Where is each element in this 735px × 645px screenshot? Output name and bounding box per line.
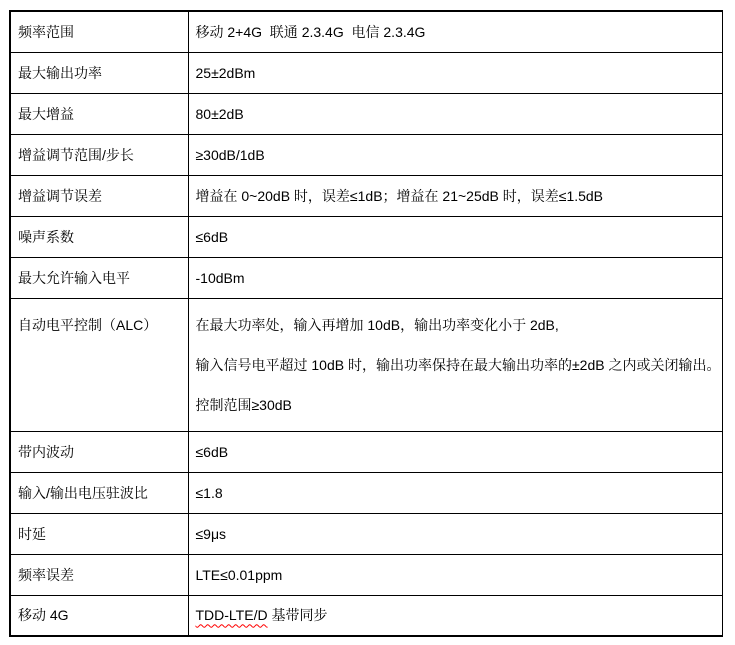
spec-value-line	[196, 605, 718, 625]
spec-label-cell	[10, 298, 188, 431]
spec-label: 增益调节范围/步长	[18, 146, 134, 163]
spec-value-cell	[188, 431, 723, 472]
table-row	[10, 554, 723, 595]
table-row	[10, 513, 723, 554]
spec-label: 增益调节误差	[18, 187, 102, 204]
spec-value-line: 在最大功率处，输入再增加 10dB，输出功率变化小于 2dB,	[195, 316, 559, 333]
spec-label-cell	[10, 93, 188, 134]
spec-label: 频率误差	[18, 566, 74, 583]
spec-label-cell	[10, 472, 188, 513]
table-row	[10, 257, 723, 298]
table-row	[10, 298, 723, 431]
table-row	[10, 431, 723, 472]
spec-value-line: ≤6dB	[195, 443, 229, 460]
spec-value-cell	[188, 513, 723, 554]
spec-value-line: -10dBm	[195, 269, 245, 286]
spec-value-cell	[188, 595, 723, 636]
spec-label-cell	[10, 513, 188, 554]
spec-label-cell	[10, 11, 188, 52]
spec-value-cell	[188, 93, 723, 134]
spec-value-line: 25±2dBm	[195, 64, 256, 81]
spec-label-cell	[10, 175, 188, 216]
spec-value-line: ≤1.8	[195, 484, 223, 501]
spec-label: 最大输出功率	[18, 64, 102, 81]
spec-label: 时延	[18, 525, 46, 542]
spec-label: 最大允许输入电平	[18, 269, 130, 286]
spec-value-line: 控制范围≥30dB	[195, 396, 292, 413]
spec-value-cell	[188, 554, 723, 595]
spec-label: 最大增益	[18, 105, 74, 122]
spec-label-cell	[10, 257, 188, 298]
spec-label-cell	[10, 595, 188, 636]
spec-label-cell	[10, 431, 188, 472]
table-row	[10, 52, 723, 93]
table-row	[10, 11, 723, 52]
spec-value-cell	[188, 216, 723, 257]
spec-label: 噪声系数	[18, 228, 74, 245]
table-row	[10, 93, 723, 134]
table-row	[10, 175, 723, 216]
spec-value-line: 80±2dB	[195, 105, 244, 122]
spec-value-cell	[188, 298, 723, 431]
spellcheck-underlined-text: TDD-LTE/D	[195, 607, 268, 624]
spec-value-line: 输入信号电平超过 10dB 时，输出功率保持在最大输出功率的±2dB 之内或关闭输出。	[195, 356, 721, 373]
spec-value-line: ≤9μs	[195, 525, 227, 542]
spec-label: 带内波动	[18, 443, 74, 460]
spec-label: 自动电平控制（ALC）	[18, 316, 158, 333]
spec-value-cell	[188, 175, 723, 216]
spec-value-cell	[188, 257, 723, 298]
spec-label: 频率范围	[18, 23, 74, 40]
spec-value-line: ≥30dB/1dB	[195, 146, 265, 163]
table-row	[10, 472, 723, 513]
spec-label: 输入/输出电压驻波比	[18, 484, 148, 501]
table-row	[10, 216, 723, 257]
spec-value-line: 增益在 0~20dB 时，误差≤1dB；增益在 21~25dB 时，误差≤1.5dB	[195, 187, 604, 204]
spec-value-line: ≤6dB	[195, 228, 229, 245]
table-row	[10, 134, 723, 175]
spec-value-line: 移动 2+4G 联通 2.3.4G 电信 2.3.4G	[195, 23, 426, 40]
table-row	[10, 595, 723, 636]
spec-label-cell	[10, 216, 188, 257]
spec-value-cell	[188, 11, 723, 52]
spec-value-cell	[188, 134, 723, 175]
spec-label-cell	[10, 134, 188, 175]
spec-label-cell	[10, 52, 188, 93]
spec-table-body	[10, 11, 723, 636]
spec-value-line: LTE≤0.01ppm	[195, 566, 283, 583]
spec-label: 移动 4G	[18, 607, 69, 624]
spec-value-cell	[188, 472, 723, 513]
spec-label-cell	[10, 554, 188, 595]
spec-value-text: 基带同步	[267, 607, 328, 624]
spec-table	[9, 10, 723, 637]
spec-value-cell	[188, 52, 723, 93]
